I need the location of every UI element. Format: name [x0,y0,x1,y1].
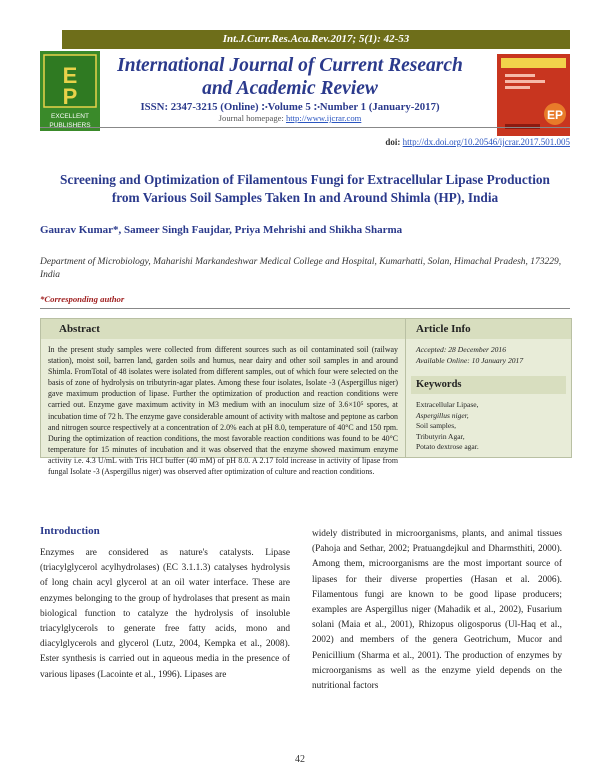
citation-band [62,30,570,49]
keyword-item: Potato dextrose agar. [416,442,479,452]
citation-text: Int.J.Curr.Res.Aca.Rev.2017; 5(1): 42-53 [222,33,410,45]
abstract-heading: Abstract [41,319,405,339]
keyword-item: Extracellular Lipase, [416,400,479,409]
svg-text:E: E [62,63,78,88]
journal-title-line2: and Academic Review [202,78,378,99]
keywords-heading: Keywords [411,376,566,394]
svg-text:PUBLISHERS: PUBLISHERS [49,122,91,129]
article-info-panel [406,319,571,457]
keyword-item [416,411,561,422]
accepted-date: Accepted: 28 December 2016 [416,345,507,354]
keyword-item: Soil samples, [416,421,457,431]
intro-column-left: Enzymes are considered as nature's catalysts. Lipase (triacylglycerol acylhydrolases) (EC 3.1.1.3) catalyses hydrolysis of long chain acyl glycerol at an oil water interface. These are enzymes belonging to the group of hydrolases that present as main biological function to catalyze the hydrolysis of insoluble triacylglycerols to generate free fatty acids, mono and diacylglycerols and glycerol (Lutz, 2004, Kempka et al., 2008). Ester synthesis is carried out in aqueous media in the presence of various lipases (Lacointe et al., 1996). Lipases are [40,548,290,680]
svg-text:P: P [62,84,78,109]
paper-title-line1: Screening and Optimization of Filamentous Fungi for Extracellular Lipase Production [60,172,550,187]
issn-volume-line: ISSN: 2347-3215 (Online) ჻Volume 5 ჻Number 1 (January-2017) [140,101,440,113]
journal-homepage [100,113,480,123]
header-divider [40,127,570,128]
homepage-label: Journal homepage: [218,113,286,123]
abstract-info-box [40,318,572,477]
available-date: Available Online: 10 January 2017 [416,355,524,365]
article-dates [406,339,571,366]
intro-column-right: widely distributed in microorganisms, plants, and animal tissues (Pahoja and Sethar, 2002; Pratuangdejkul and Dharmsthiti, 2000). Among them, microorganisms are the most important source of lipases for their diverse properties (Hasan et al. 2006). Filamentous fungi are known to be good lipase producers; examples are Aspergillus niger (Mahadik et al., 2002), Fusarium solani (Maia et al., 2001), Rhizopus oligosporus (Ul-Haq et al., 2002) and members of the genera Geotrichum, Mucor and Penicillium (Sharma et al., 2001). The production of enzymes by microorganisms as well as the enzyme yield depends on the nutritional factors [312,529,562,692]
abstract-text: In the present study samples were collected from different sources such as oil contaminated soil (railway station), moist soil, barren land, garden soils and humus, near dairy and other soil samples in and around Shimla. FromTotal of 48 isolates were isolated from different samples, out of which four were selected on the basis of zone of hydrolysis on tributyrin-agar plates. Among these four isolates, Isolate -3 (Aspergillus niger) gave maximum production of lipase. Further the optimization of production and reaction conditions were carried out. Enzyme gave maximum activity in M3 medium with an inoculum size of 3.6×10⁵ spores, at incubation time of 72 h. The enzyme gave considerable amount of activity with maltose and peptone as carbon and nitrogen source respectively at a concentration of 2.0% each at pH 8.0, temperature of 40°C and 150 rpm. During the optimization of reaction conditions, the most favorable reaction conditions was found to be 40°C temperature for 15 minutes of incubation and it was observed that the enzyme showed maximum enzyme activity i.e. 4.3 U/mL with Tris HCl buffer (40 mM) of pH 8.0. A 2.17 fold increase in activity of lipase from fungal Isolate -3 (Aspergillus niger) was observed after optimization of culture and reaction conditions. [48,345,398,477]
keyword-item: Tributyrin Agar, [416,431,465,441]
publisher-logo [40,51,100,131]
paper-title-line2: from Various Soil Samples Taken In and Around Shimla (HP), India [111,190,499,205]
corresponding-text: *Corresponding author [40,294,125,304]
journal-cover-image [497,54,570,136]
corresponding-author-note [40,294,124,304]
doi-label: doi: [385,137,401,147]
abstract-panel [41,319,406,477]
author-list: Gaurav Kumar*, Sameer Singh Faujdar, Priya Mehrishi and Shikha Sharma [40,224,403,236]
affiliation: Department of Microbiology, Maharishi Markandeshwar Medical College and Hospital, Kumarhatti, Solan, Himachal Pradesh, 173229, India [40,257,562,280]
paper-title [40,171,570,207]
svg-text:EXCELLENT: EXCELLENT [51,113,89,120]
doi-link[interactable]: http://dx.doi.org/10.20546/ijcrar.2017.501.005 [402,137,570,147]
introduction-heading: Introduction [40,525,100,537]
svg-text:EP: EP [546,108,564,122]
keyword-list [406,394,571,453]
author-divider [40,308,570,309]
article-info-heading: Article Info [406,319,571,339]
homepage-link[interactable]: http://www.ijcrar.com [285,113,362,123]
page-number: 42 [295,754,305,765]
keyword-item-italic: Aspergillus niger, [416,410,469,420]
doi-line [385,137,570,147]
journal-title [100,54,480,100]
journal-title-line1: International Journal of Current Research [117,55,463,76]
